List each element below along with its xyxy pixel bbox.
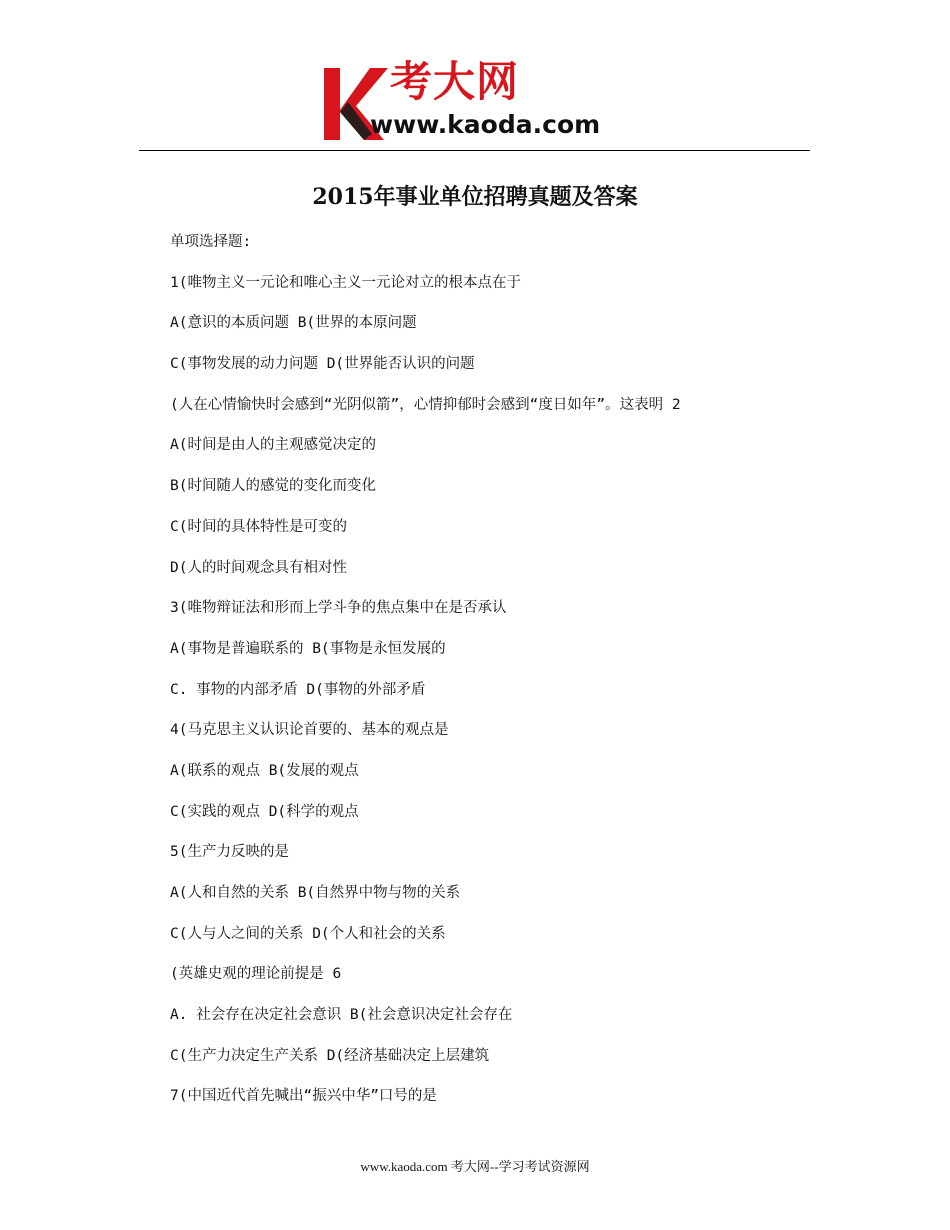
text-line: A(人和自然的关系 B(自然界中物与物的关系 <box>170 885 461 901</box>
page-footer: www.kaoda.com 考大网--学习考试资源网 <box>360 1159 590 1174</box>
header-divider <box>139 150 810 151</box>
text-line: (人在心情愉快时会感到“光阴似箭”，心情抑郁时会感到“度日如年”。这表明 2 <box>170 396 681 413</box>
text-line: C(人与人之间的关系 D(个人和社会的关系 <box>170 925 446 942</box>
document-title: 2015年事业单位招聘真题及答案 <box>312 184 638 210</box>
text-line: 单项选择题: <box>170 234 252 250</box>
text-line: (英雄史观的理论前提是 6 <box>170 966 342 983</box>
text-line: C(时间的具体特性是可变的 <box>170 518 347 535</box>
text-line: C. 事物的内部矛盾 D(事物的外部矛盾 <box>170 681 426 698</box>
text-line: 3(唯物辩证法和形而上学斗争的焦点集中在是否承认 <box>170 600 507 617</box>
question-list <box>170 232 681 1127</box>
text-line: C(事物发展的动力问题 D(世界能否认识的问题 <box>170 356 475 373</box>
text-line: A(时间是由人的主观感觉决定的 <box>170 437 376 454</box>
text-line: A. 社会存在决定社会意识 B(社会意识决定社会存在 <box>170 1007 513 1024</box>
text-line: A(联系的观点 B(发展的观点 <box>170 762 359 779</box>
text-line: C(生产力决定生产关系 D(经济基础决定上层建筑 <box>170 1047 490 1064</box>
text-line: 7(中国近代首先喊出“振兴中华”口号的是 <box>170 1088 437 1105</box>
text-line: D(人的时间观念具有相对性 <box>170 559 347 576</box>
text-line: 1(唯物主义一元论和唯心主义一元论对立的根本点在于 <box>170 274 521 291</box>
text-line: 4(马克思主义认识论首要的、基本的观点是 <box>170 722 449 739</box>
text-line: A(意识的本质问题 B(世界的本原问题 <box>170 315 417 332</box>
logo-brand-url: www.kaoda.com <box>370 110 601 139</box>
kaoda-logo <box>318 58 638 142</box>
text-line: 5(生产力反映的是 <box>170 844 289 861</box>
text-line: A(事物是普遍联系的 B(事物是永恒发展的 <box>170 640 446 657</box>
text-line: C(实践的观点 D(科学的观点 <box>170 803 359 820</box>
text-line: B(时间随人的感觉的变化而变化 <box>170 478 376 495</box>
logo-brand-cn: 考大网 <box>390 57 520 106</box>
